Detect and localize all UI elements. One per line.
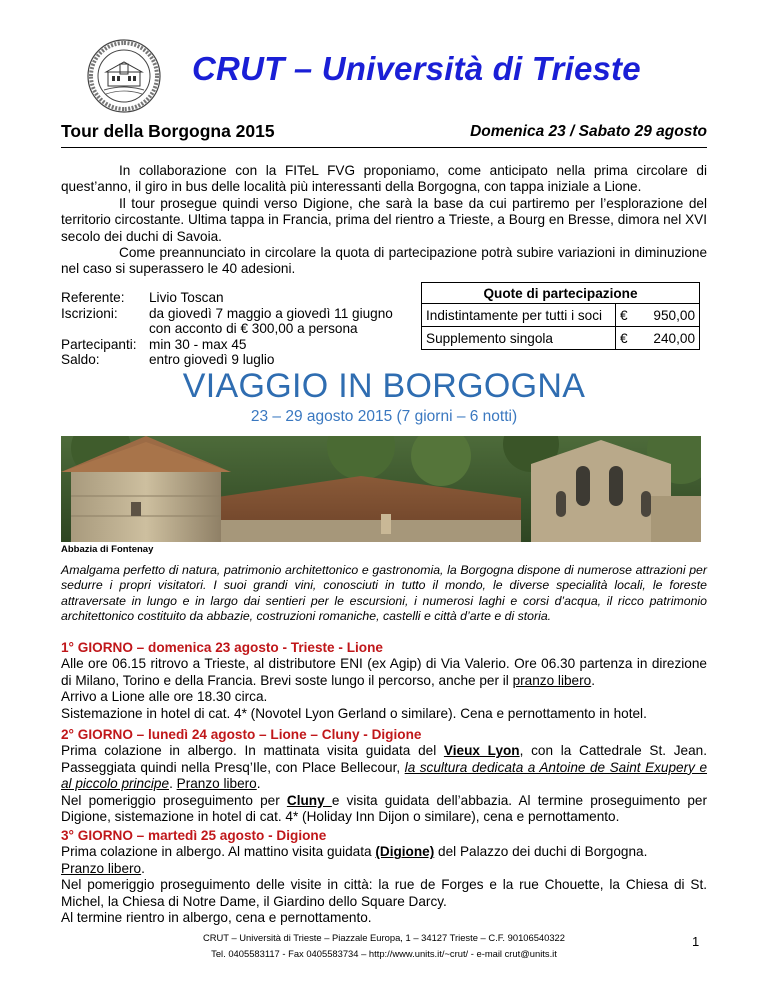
main-title: VIAGGIO IN BORGOGNA [182, 367, 586, 405]
day-1-paragraph: Alle ore 06.15 ritrovo a Trieste, al distributore ENI (ex Agip) di Via Valerio. Ore 06.30 partenza in direzione di Milano, Torino e della Francia. Brevi soste lungo il percorso, anche per il pranzo libero. [61, 656, 707, 688]
intro-paragraph: Il tour prosegue quindi verso Digione, che sarà la base da cui partiremo per l’esplorazione del territorio circostante. Ultima tappa in Francia, prima del rientro a Trieste, a Bourg en Bresse, dimora nel XVI secolo dei duchi di Savoia. [61, 195, 707, 244]
tour-name: Tour della Borgogna 2015 [61, 121, 275, 141]
tour-dates: Domenica 23 / Sabato 29 agosto [470, 123, 707, 140]
saldo-value: entro giovedì 9 luglio [149, 352, 275, 368]
fee-currency: € [616, 304, 635, 327]
region-description: Amalgama perfetto di natura, patrimonio architettonico e gastronomia, la Borgogna dispone di numerose attrazioni per sedurre i propri visitatori. I suoi grandi vini, conosciuti in tutto il mondo, le diverse specialità locali, le foreste attraversate in lungo e in largo dai sentieri per le escursioni, i numerosi laghi e corsi d’acqua, il ricco patrimonio architettonico costituito da abbazie, costruzioni romaniche, castelli e città d’arte e di storia. [61, 563, 707, 624]
header-divider [61, 147, 707, 148]
day-1-paragraph: Arrivo a Lione alle ore 18.30 circa. [61, 689, 268, 705]
referente-label: Referente: [61, 290, 125, 305]
day-3-paragraph: Prima colazione in albergo. Al mattino visita guidata (Digione) del Palazzo dei duchi di Borgogna. Pranzo libero. [61, 844, 648, 876]
referente-value: Livio Toscan [149, 290, 224, 305]
trip-info [61, 290, 421, 368]
acconto-value: con acconto di € 300,00 a persona [149, 321, 358, 337]
day-3-heading: 3° GIORNO – martedì 25 agosto - Digione [61, 828, 327, 843]
partecipanti-value: min 30 - max 45 [149, 336, 247, 352]
table-row [422, 304, 700, 327]
sculpture-text: la scultura dedicata a Antoine de Saint Exupery e al piccolo principe [61, 759, 708, 792]
digione-text: (Digione) [375, 844, 435, 860]
day-1-heading: 1° GIORNO – domenica 23 agosto - Trieste - Lione [61, 640, 383, 655]
footer-address: CRUT – Università di Trieste – Piazzale Europa, 1 – 34127 Trieste – C.F. 90106540322 [202, 932, 565, 943]
fee-amount: 240,00 [653, 330, 695, 346]
university-seal [86, 38, 162, 114]
main-subtitle: 23 – 29 agosto 2015 (7 giorni – 6 notti) [250, 408, 518, 425]
cluny-text: Cluny [286, 792, 332, 808]
photo-caption: Abbazia di Fontenay [61, 544, 154, 555]
abbey-photo [61, 436, 701, 542]
day-3-section [61, 828, 707, 926]
day-1-paragraph: Sistemazione in hotel di cat. 4* (Novotel Lyon Gerland o similare). Cena e pernottamento in hotel. [61, 705, 647, 721]
fees-header: Quote di partecipazione [422, 283, 700, 304]
day-2-paragraph: Nel pomeriggio proseguimento per Cluny e visita guidata dell’abbazia. Al termine proseguimento per Digione, sistemazione in hotel di cat. 4* (Holiday Inn Dijon o similare), cena e pernottamento. [61, 792, 707, 825]
pranzo-libero-text: pranzo libero [512, 672, 592, 688]
day-2-paragraph: Prima colazione in albergo. In mattinata visita guidata del Vieux Lyon, con la Cattedrale St. Jean. Passeggiata quindi nella Presq’Ile, con Place Bellecour, la scultura dedicata a Antoine de Saint Exupery e al piccolo principe. Pranzo libero. [61, 743, 708, 792]
day-1-section [61, 640, 707, 722]
day-2-heading: 2° GIORNO – lunedì 24 agosto – Lione – Cluny - Digione [61, 727, 422, 742]
fee-label: Supplemento singola [422, 327, 616, 350]
intro-paragraph: Come preannunciato in circolare la quota di partecipazione potrà subire variazioni in diminuzione nel caso si superassero le 40 adesioni. [61, 245, 707, 277]
saldo-label: Saldo: [61, 352, 100, 368]
organization-title: CRUT – Università di Trieste [192, 50, 641, 87]
table-row [422, 327, 700, 350]
fees-table [421, 282, 700, 350]
page-footer [0, 930, 768, 961]
iscrizioni-value: da giovedì 7 maggio a giovedì 11 giugno [149, 305, 393, 321]
iscrizioni-label: Iscrizioni: [61, 305, 118, 321]
intro-text [61, 163, 707, 278]
pranzo-libero-text: Pranzo libero [61, 860, 142, 876]
fee-amount: 950,00 [634, 304, 700, 327]
day-2-section [61, 727, 707, 825]
fee-label: Indistintamente per tutti i soci [422, 304, 616, 327]
partecipanti-label: Partecipanti: [61, 336, 137, 352]
vieux-lyon-text: Vieux Lyon [443, 743, 520, 759]
day-3-paragraph: Nel pomeriggio proseguimento delle visite in città: la rue de Forges e la rue Chouette, la Chiesa di St. Michel, la Chiesa di Notre Dame, il Giardino dello Square Darcy. [61, 877, 707, 909]
fee-currency: € [620, 330, 628, 346]
footer-contacts: Tel. 0405583117 - Fax 0405583734 – http://www.units.it/~crut/ - e-mail crut@units.it [211, 947, 557, 959]
page-number: 1 [692, 934, 700, 949]
day-3-paragraph: Al termine rientro in albergo, cena e pernottamento. [61, 910, 372, 926]
pranzo-libero-text: Pranzo libero [176, 776, 257, 792]
intro-paragraph: In collaborazione con la FITeL FVG proponiamo, come anticipato nella prima circolare di quest’anno, il giro in bus delle località più interessanti della Borgogna, con tappa iniziale a Lione. [61, 163, 707, 195]
